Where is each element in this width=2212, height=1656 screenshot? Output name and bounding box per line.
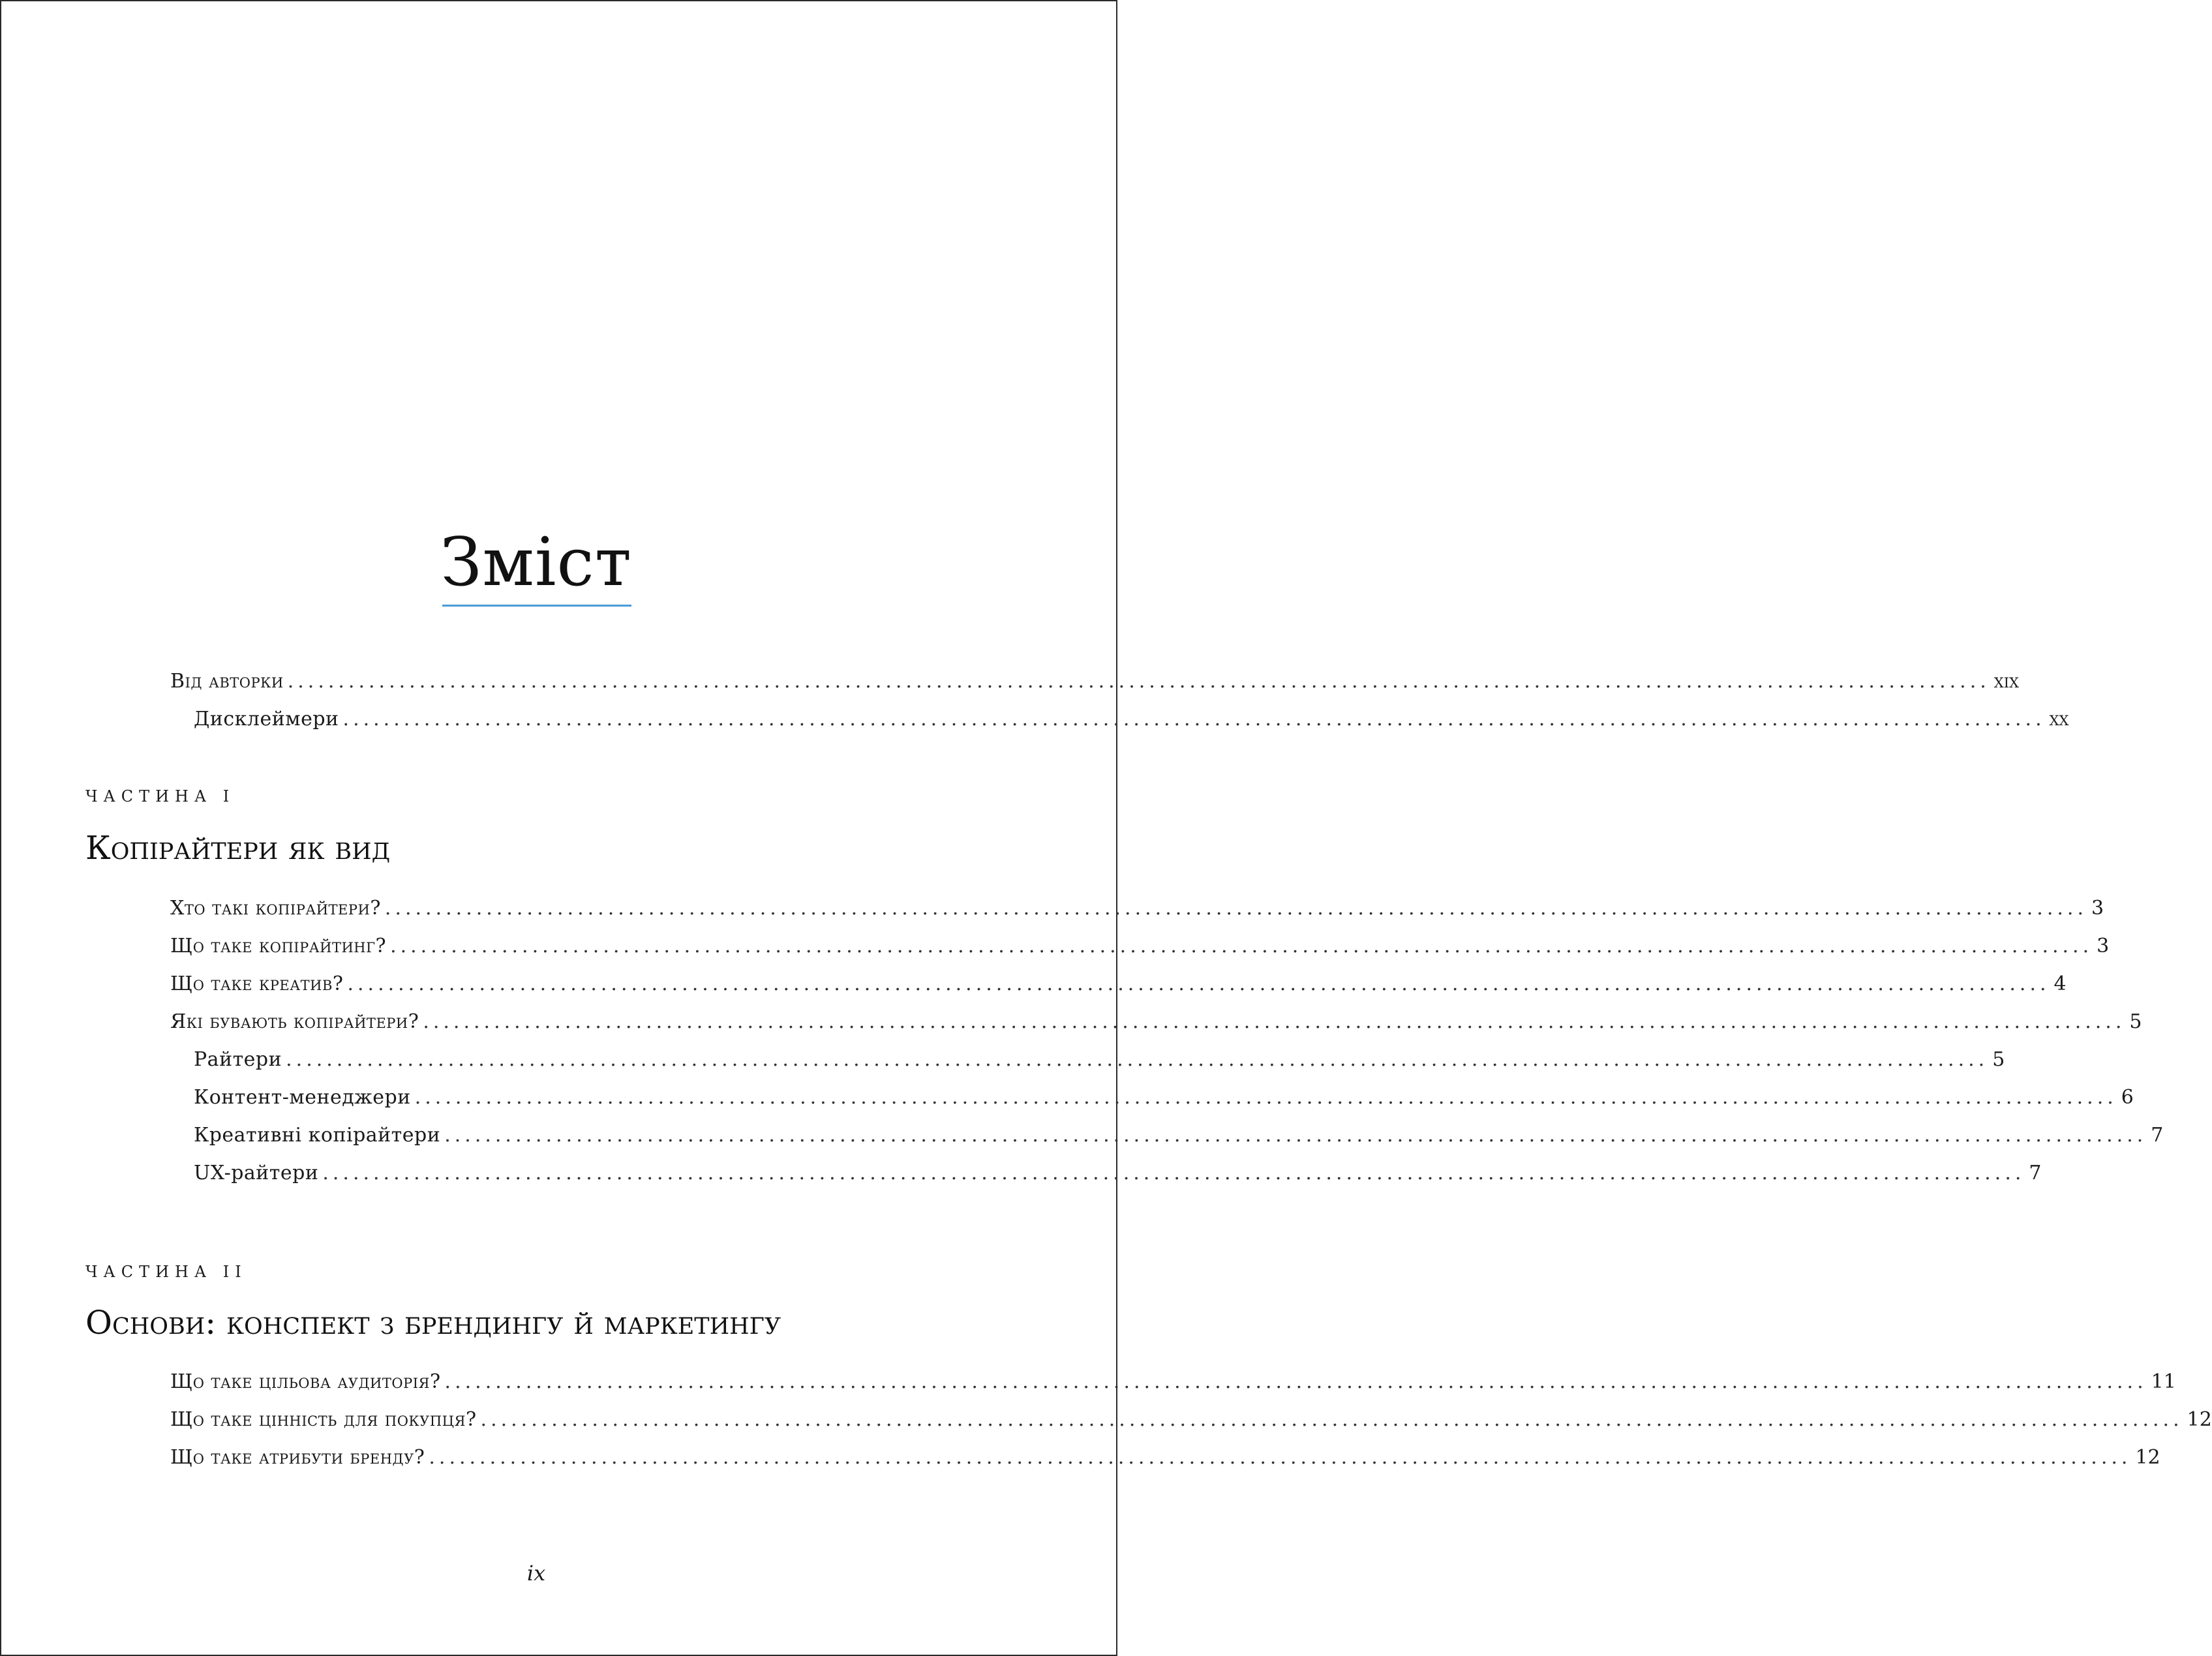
leader-dots: ........................................................................................................................................................................	[384, 897, 2087, 920]
page-number: ix	[526, 1561, 546, 1586]
toc-entry[interactable]	[170, 1446, 2160, 1469]
toc-entry-page: 5	[1992, 1048, 2005, 1071]
toc-entry-label: Контент-менеджери	[194, 1086, 411, 1109]
toc-subentry[interactable]	[194, 1124, 2164, 1147]
toc-entry[interactable]	[170, 1408, 2212, 1432]
toc-entry[interactable]	[170, 972, 2067, 996]
leader-dots: ........................................................................................................................................................................	[286, 1048, 1989, 1071]
toc-entry[interactable]	[170, 670, 2019, 693]
toc-entry-label: Райтери	[194, 1048, 282, 1071]
leader-dots: ........................................................................................................................................................................	[429, 1446, 2132, 1469]
toc-entry-page: 6	[2121, 1086, 2134, 1109]
leader-dots: ........................................................................................................................................................................	[390, 935, 2093, 957]
toc-entry-label: Що таке креатив?	[170, 972, 344, 995]
leader-dots: ........................................................................................................................................................................	[423, 1010, 2126, 1033]
toc-entry-label: Що таке атрибути бренду?	[170, 1446, 425, 1469]
toc-entry-page: 3	[2097, 935, 2110, 957]
toc-entry-label: Креативні копірайтери	[194, 1124, 441, 1147]
toc-entry-page: xx	[2049, 708, 2069, 730]
toc-entry-label: Хто такі копірайтери?	[170, 897, 381, 920]
toc-subentry[interactable]	[194, 1086, 2134, 1109]
leader-dots: ........................................................................................................................................................................	[342, 708, 2046, 730]
toc-entry-page: 12	[2135, 1446, 2160, 1469]
part-title: Копірайтери як вид	[85, 829, 391, 867]
toc-entry-page: 12	[2187, 1408, 2212, 1431]
toc-entry-label: Дисклеймери	[194, 708, 339, 730]
toc-entry-label: Що таке цільова аудиторія?	[170, 1370, 441, 1393]
leader-dots: ........................................................................................................................................................................	[347, 972, 2050, 995]
toc-entry[interactable]	[170, 1370, 2176, 1394]
toc-entry-page: 5	[2129, 1010, 2142, 1033]
toc-subentry[interactable]	[194, 708, 2069, 731]
leader-dots: ........................................................................................................................................................................	[480, 1408, 2183, 1431]
toc-entry-page: 3	[2091, 897, 2104, 920]
toc-entry-page: 7	[2151, 1124, 2164, 1147]
toc-entry-label: UX-райтери	[194, 1162, 319, 1184]
part-label: ЧАСТИНА I	[85, 787, 235, 805]
title-underline	[442, 605, 631, 607]
page-title: Зміст	[440, 524, 633, 601]
toc-entry-label: Що таке цінність для покупця?	[170, 1408, 477, 1431]
toc-entry-page: xix	[1993, 670, 2019, 693]
leader-dots: ........................................................................................................................................................................	[444, 1370, 2147, 1393]
toc-subentry[interactable]	[194, 1162, 2042, 1185]
toc-entry-page: 11	[2151, 1370, 2176, 1393]
toc-entry-page: 7	[2029, 1162, 2042, 1184]
leader-dots: ........................................................................................................................................................................	[444, 1124, 2147, 1147]
toc-entry[interactable]	[170, 897, 2104, 920]
toc-entry[interactable]	[170, 1010, 2142, 1034]
toc-entry[interactable]	[170, 935, 2110, 958]
toc-entry-label: Що таке копірайтинг?	[170, 935, 387, 957]
toc-entry-page: 4	[2053, 972, 2067, 995]
leader-dots: ........................................................................................................................................................................	[287, 670, 1990, 693]
toc-subentry[interactable]	[194, 1048, 2005, 1072]
part-title: Основи: конспект з брендингу й маркетингу	[85, 1304, 781, 1342]
part-label: ЧАСТИНА II	[85, 1263, 247, 1281]
leader-dots: ........................................................................................................................................................................	[322, 1162, 2025, 1184]
toc-entry-label: Які бувають копірайтери?	[170, 1010, 419, 1033]
toc-entry-label: Від авторки	[170, 670, 284, 693]
leader-dots: ........................................................................................................................................................................	[414, 1086, 2117, 1109]
